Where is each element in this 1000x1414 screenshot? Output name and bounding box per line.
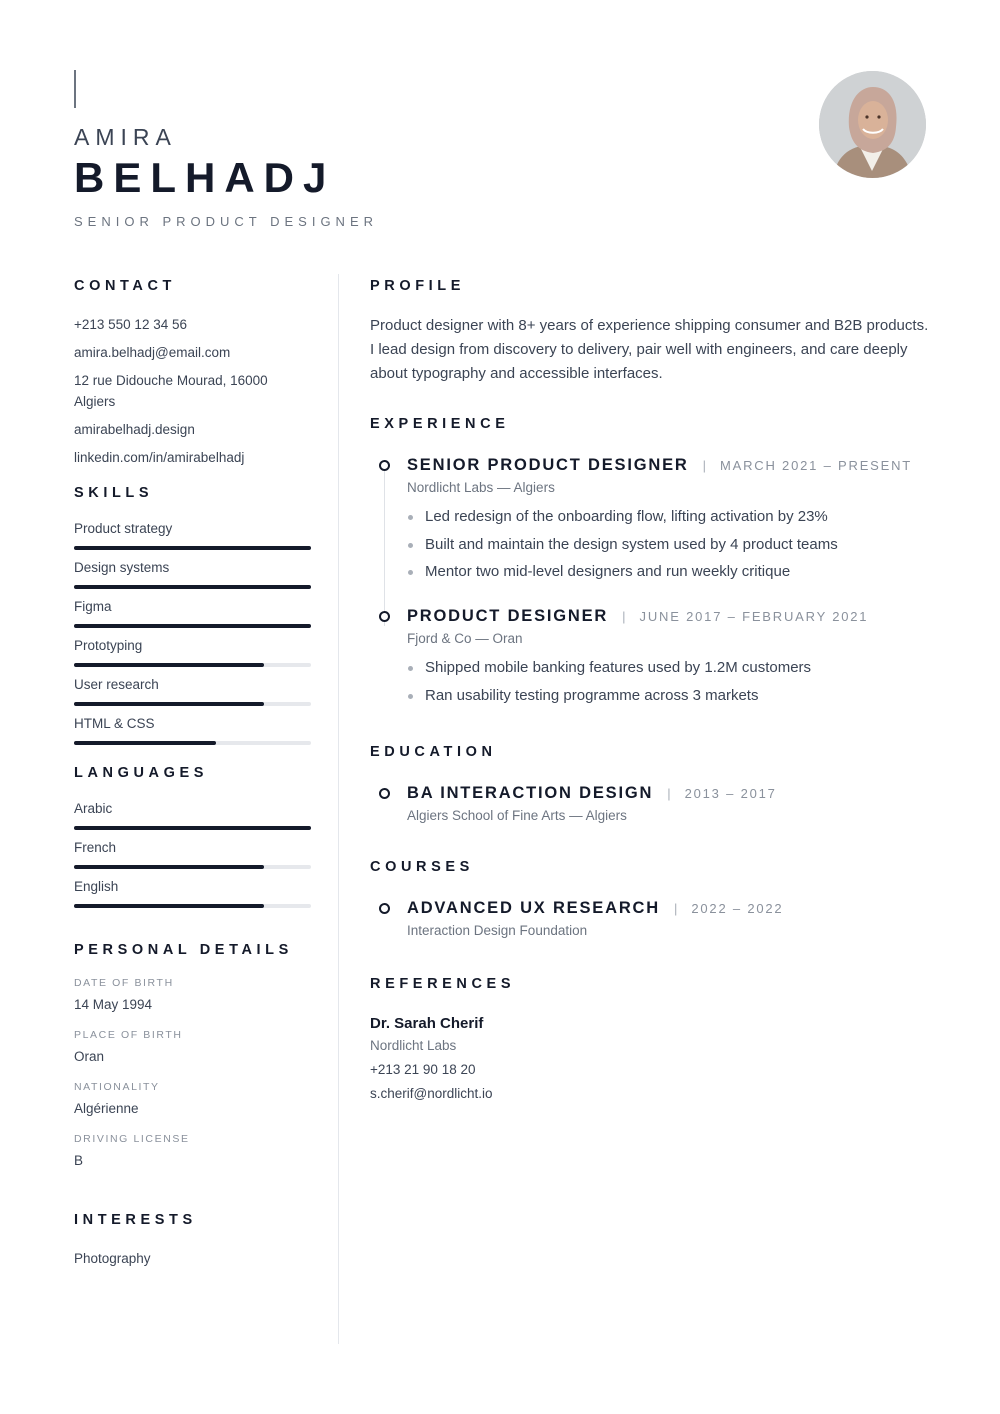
- contact-website[interactable]: amirabelhadj.design: [74, 422, 195, 437]
- language-label: French: [74, 840, 117, 855]
- skills-list: [74, 521, 311, 755]
- skill-level-fill: [74, 741, 216, 745]
- course-provider: Interaction Design Foundation: [407, 922, 588, 938]
- column-divider: [338, 274, 339, 1344]
- skill-item: [74, 599, 311, 638]
- experience-title: EXPERIENCE: [370, 416, 510, 432]
- skill-level-fill: [74, 585, 311, 589]
- profile-title: PROFILE: [370, 278, 466, 294]
- contact-email[interactable]: amira.belhadj@email.com: [74, 345, 231, 360]
- skill-level-fill: [74, 702, 264, 706]
- timeline-dot-icon: [379, 611, 390, 622]
- education-title: EDUCATION: [370, 743, 497, 760]
- reference-organization: Nordlicht Labs: [370, 1037, 457, 1053]
- contact-title: CONTACT: [74, 278, 177, 294]
- language-item: [74, 840, 311, 879]
- languages-list: [74, 801, 311, 918]
- header-accent-line: [74, 70, 76, 108]
- skill-level-fill: [74, 546, 311, 550]
- skill-level-track: [74, 741, 311, 745]
- contact-address: 12 rue Didouche Mourad, 16000 Algiers: [74, 373, 268, 409]
- language-item: [74, 879, 311, 918]
- course-dates: 2022 – 2022: [691, 900, 784, 916]
- experience-entry: [370, 605, 930, 706]
- experience-dates: MARCH 2021 – PRESENT: [719, 458, 913, 473]
- languages-title: LANGUAGES: [74, 765, 209, 781]
- bullet-item: Shipped mobile banking features used by 1.2M customers: [407, 658, 930, 678]
- title-separator: |: [667, 785, 671, 801]
- education-degree: BA INTERACTION DESIGN: [407, 783, 654, 802]
- skill-label: Product strategy: [74, 521, 173, 536]
- language-level-fill: [74, 865, 264, 869]
- contact-list: [74, 314, 311, 468]
- interest-item: Photography: [74, 1251, 151, 1266]
- skill-item: [74, 521, 311, 560]
- skill-label: Design systems: [74, 560, 170, 575]
- personal-details-list: [74, 975, 311, 1183]
- reference-phone: +213 21 90 18 20: [370, 1061, 476, 1077]
- skill-level-track: [74, 702, 311, 706]
- interests-title: INTERESTS: [74, 1212, 197, 1228]
- language-level-fill: [74, 904, 264, 908]
- bullet-item: Led redesign of the onboarding flow, lifting activation by 23%: [407, 507, 930, 527]
- skill-item: [74, 638, 311, 677]
- skill-label: Prototyping: [74, 638, 143, 653]
- course-entry: [370, 897, 930, 940]
- profile-photo-illustration: [819, 71, 926, 178]
- skill-label: Figma: [74, 599, 112, 614]
- skill-label: User research: [74, 677, 159, 692]
- experience-bullets: [407, 507, 930, 582]
- experience-bullets: [407, 658, 930, 706]
- education-entry: [370, 782, 930, 825]
- detail-label: PLACE OF BIRTH: [74, 1029, 183, 1041]
- left-column: [74, 278, 311, 1276]
- timeline-dot-icon: [379, 903, 390, 914]
- title-separator: |: [673, 900, 678, 916]
- detail-value: B: [74, 1153, 84, 1168]
- education-list: [370, 782, 930, 825]
- detail-value: 14 May 1994: [74, 997, 153, 1012]
- skill-label: HTML & CSS: [74, 716, 155, 731]
- reference-name: Dr. Sarah Cherif: [370, 1014, 484, 1032]
- experience-role: PRODUCT DESIGNER: [407, 607, 609, 625]
- job-title: SENIOR PRODUCT DESIGNER: [74, 214, 379, 229]
- right-column: [370, 278, 930, 1106]
- timeline-dot-icon: [379, 788, 390, 799]
- skill-level-track: [74, 546, 311, 550]
- experience-timeline: [370, 454, 930, 706]
- experience-role: SENIOR PRODUCT DESIGNER: [407, 456, 689, 474]
- reference-email[interactable]: s.cherif@nordlicht.io: [370, 1085, 493, 1101]
- skill-item: [74, 677, 311, 716]
- personal-details-title: PERSONAL DETAILS: [74, 942, 293, 958]
- detail-value: Algérienne: [74, 1101, 139, 1116]
- interests-list: [74, 1248, 311, 1269]
- experience-organization: Fjord & Co — Oran: [407, 631, 523, 646]
- bullet-item: Mentor two mid-level designers and run weekly critique: [407, 562, 930, 582]
- detail-label: DATE OF BIRTH: [74, 977, 174, 989]
- detail-label: NATIONALITY: [74, 1081, 160, 1093]
- language-level-track: [74, 904, 311, 908]
- language-label: English: [74, 879, 119, 894]
- profile-photo: [819, 71, 926, 178]
- first-name: AMIRA: [74, 124, 177, 150]
- contact-phone: +213 550 12 34 56: [74, 317, 187, 332]
- education-dates: 2013 – 2017: [684, 785, 777, 801]
- language-level-track: [74, 826, 311, 830]
- bullet-item: Built and maintain the design system used by 4 product teams: [407, 535, 930, 555]
- experience-organization: Nordlicht Labs — Algiers: [407, 480, 555, 495]
- skill-level-track: [74, 585, 311, 589]
- skill-level-track: [74, 663, 311, 667]
- education-school: Algiers School of Fine Arts — Algiers: [407, 807, 627, 823]
- skill-item: [74, 560, 311, 599]
- experience-dates: JUNE 2017 – FEBRUARY 2021: [639, 609, 869, 624]
- skills-title: SKILLS: [74, 485, 154, 501]
- language-level-fill: [74, 826, 311, 830]
- skill-level-fill: [74, 624, 311, 628]
- last-name: BELHADJ: [74, 154, 336, 201]
- skill-level-fill: [74, 663, 264, 667]
- bullet-item: Ran usability testing programme across 3 markets: [407, 686, 930, 706]
- title-separator: |: [702, 458, 706, 473]
- courses-list: [370, 897, 930, 940]
- skill-level-track: [74, 624, 311, 628]
- title-separator: |: [622, 609, 626, 624]
- language-level-track: [74, 865, 311, 869]
- experience-entry: [370, 454, 930, 582]
- courses-title: COURSES: [370, 858, 474, 875]
- course-name: ADVANCED UX RESEARCH: [407, 898, 660, 917]
- timeline-dot-icon: [379, 460, 390, 471]
- detail-label: DRIVING LICENSE: [74, 1133, 190, 1145]
- detail-value: Oran: [74, 1049, 105, 1064]
- references-title: REFERENCES: [370, 975, 516, 992]
- language-label: Arabic: [74, 801, 113, 816]
- profile-summary: Product designer with 8+ years of experience shipping consumer and B2B products. I lead design from discovery to delivery, pair well with engineers, and care deeply about typography and accessible interfaces.: [370, 317, 929, 382]
- contact-linkedin[interactable]: linkedin.com/in/amirabelhadj: [74, 450, 245, 465]
- skill-item: [74, 716, 311, 755]
- language-item: [74, 801, 311, 840]
